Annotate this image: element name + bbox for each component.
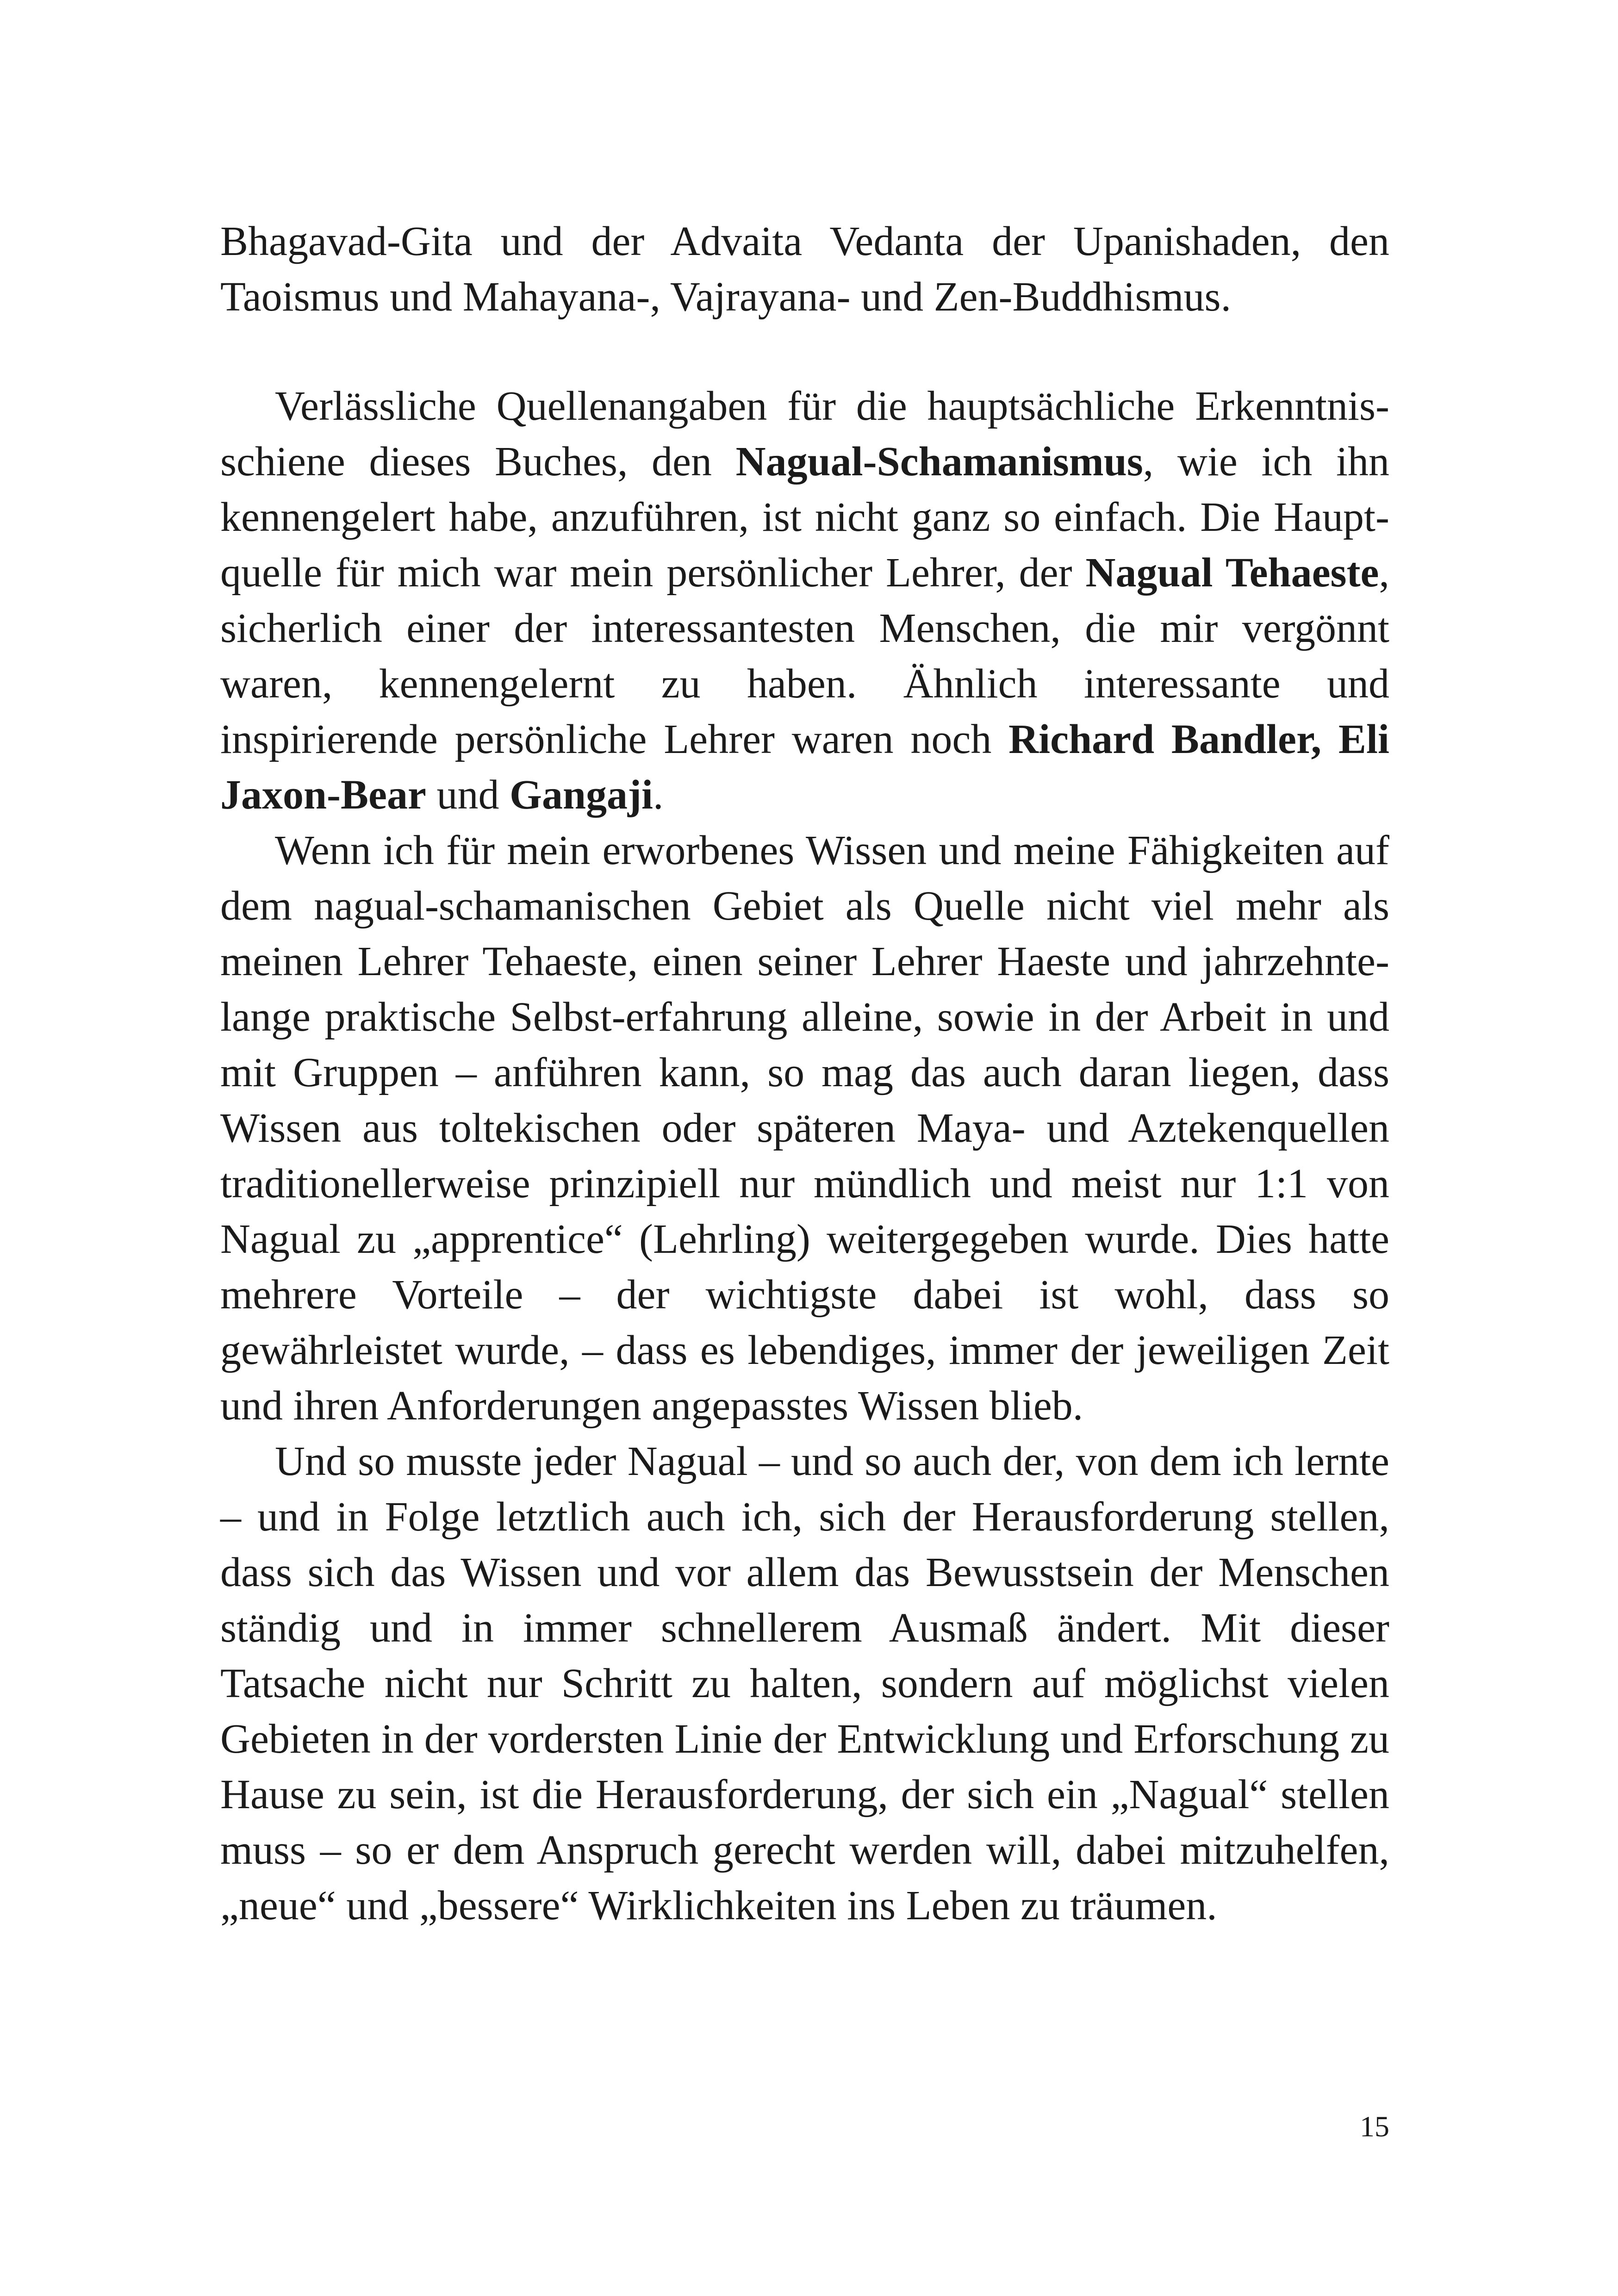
bold-names-bandler-jaxon-bear: Richard Bandler, Eli Jaxon-Bear [220, 716, 1389, 818]
paragraph-3-text: Wenn ich für mein erworbenes Wissen und meine Fähigkeiten auf dem nagual-schamanischen Gebiet als Quelle nicht viel mehr als meinen Lehrer Tehaeste, einen seiner Lehrer Haeste und jahrzehntelange praktische Selbst-erfahrung alleine, sowie in der Arbeit in und mit Gruppen – anführen kann, so mag das auch daran liegen, dass Wissen aus toltekischen oder späteren Maya- und Aztekenquellen traditionellerweise prinzipiell nur mündlich und meist nur 1:1 von Nagual zu „apprentice“ (Lehrling) weitergegeben wurde. Dies hatte mehrere Vorteile – der wichtigste dabei ist wohl, dass so gewährleistet wurde, – dass es lebendiges, immer der jeweiligen Zeit und ihren Anforderungen angepasstes Wissen blieb. [220, 828, 1389, 1429]
bold-name-nagual-tehaeste: Nagual Tehaeste [1085, 550, 1379, 596]
body-text [220, 214, 1389, 1934]
paragraph-2-text-1: Verlässliche Quellenangaben für die hauptsächliche Erkenntnisschiene dieses Buches, den [220, 383, 1389, 485]
paragraph-2-text-3: , sicherlich einer der interessantesten Menschen, die mir vergönnt waren, kennengelernt zu haben. Ähnlich interessante und inspirierende persönliche Lehrer waren noch [220, 550, 1389, 762]
paragraph-4-text: Und so musste jeder Nagual – und so auch der, von dem ich lernte – und in Folge letztlich auch ich, sich der Herausforderung stellen, dass sich das Wissen und vor allem das Bewusstsein der Menschen ständig und in immer schnellerem Ausmaß ändert. Mit dieser Tatsache nicht nur Schritt zu halten, sondern auf möglichst vielen Gebieten in der vordersten Linie der Entwicklung und Erforschung zu Hause zu sein, ist die Herausforderung, der sich ein „Nagual“ stellen muss – so er dem Anspruch gerecht werden will, dabei mitzuhelfen, „neue“ und „bessere“ Wirklichkeiten ins Leben zu träumen. [220, 1438, 1389, 1929]
page-number: 15 [1360, 2110, 1389, 2143]
paragraph-2-text-5: . [653, 772, 664, 818]
paragraph-4 [220, 1434, 1389, 1934]
paragraph-1-text: Bhagavad-Gita und der Advaita Vedanta der Upanishaden, den Taoismus und Mahayana-, Vajrayana- und Zen-Buddhismus. [220, 218, 1389, 320]
paragraph-2-text-4: und [426, 772, 510, 818]
bold-term-nagual-schamanismus: Nagual-Schamanismus [735, 439, 1143, 485]
bold-name-gangaji: Gangaji [509, 772, 653, 818]
paragraph-2-text-2: , wie ich ihn kennengelert habe, anzuführen, ist nicht ganz so einfach. Die Hauptquelle für mich war mein persönlicher Lehrer, der [220, 439, 1389, 596]
paragraph-3 [220, 823, 1389, 1434]
paragraph-1 [220, 214, 1389, 325]
paragraph-2 [220, 379, 1389, 823]
